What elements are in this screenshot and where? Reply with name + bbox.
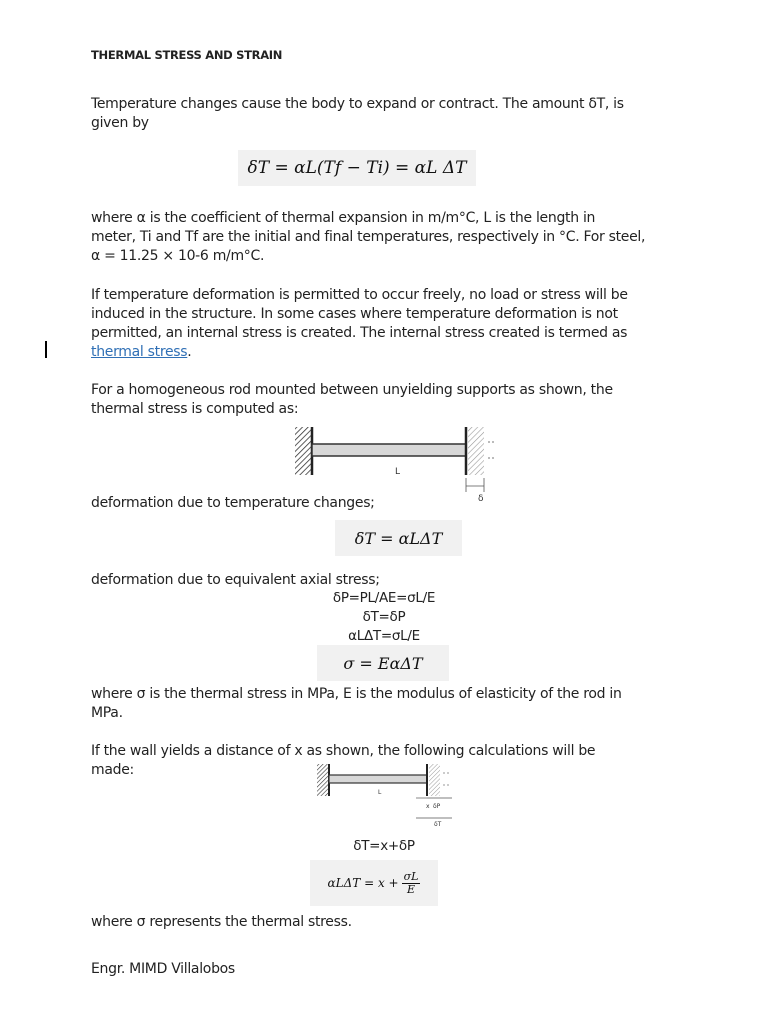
paragraph-line: permitted, an internal stress is created. The internal stress created is termed as — [91, 325, 628, 341]
right-wall-hatch — [429, 764, 440, 796]
paragraph-line: deformation due to temperature changes; — [91, 495, 375, 511]
paragraph-line: If the wall yields a distance of x as shown, the following calculations will be — [91, 743, 596, 759]
equation-delta-t: δT = αLΔT — [335, 520, 462, 556]
equation-delta-p: δP=PL/AE=σL/E — [332, 590, 436, 606]
document-footer — [91, 960, 691, 979]
paragraph-line: where σ is the thermal stress in MPa, E is the modulus of elasticity of the rod in — [91, 686, 622, 702]
paragraph-definitions — [91, 209, 691, 266]
paragraph-line: If temperature deformation is permitted to occur freely, no load or stress will be — [91, 287, 628, 303]
fraction-numerator: σL — [403, 869, 419, 883]
paragraph-line: For a homogeneous rod mounted between unyielding supports as shown, the — [91, 382, 613, 398]
fraction — [402, 871, 421, 896]
paragraph-line: meter, Ti and Tf are the initial and final temperatures, respectively in °C. For steel, — [91, 229, 646, 245]
paragraph-line: deformation due to equivalent axial stress; — [91, 572, 380, 588]
paragraph-line: thermal stress is computed as: — [91, 401, 299, 417]
equation-yield-stress — [310, 860, 438, 906]
left-wall-hatch — [317, 764, 329, 796]
equation-thermal-stress: σ = EαΔT — [317, 645, 449, 681]
paragraph-deformation-stress — [91, 571, 691, 590]
paragraph-line: α = 11.25 × 10-6 m/m°C. — [91, 248, 265, 264]
equation-delta-equality: δT=δP — [362, 609, 406, 625]
length-label: L — [395, 467, 401, 477]
paragraph-deformation-temperature — [91, 494, 691, 513]
rod — [329, 775, 427, 783]
paragraph-line: where σ represents the thermal stress. — [91, 914, 352, 930]
paragraph-homogeneous-rod — [91, 381, 691, 419]
text-cursor — [45, 341, 47, 358]
paragraph-line: given by — [91, 115, 149, 131]
left-wall-hatch — [295, 427, 312, 475]
document-title: THERMAL STRESS AND STRAIN — [91, 48, 283, 62]
length-label: L — [378, 789, 382, 796]
equation-yield-deformation: δT=x+δP — [353, 838, 415, 854]
paragraph-line: MPa. — [91, 705, 123, 721]
thermal-stress-link[interactable]: thermal stress — [91, 344, 188, 360]
paragraph-thermal-stress — [91, 286, 691, 362]
right-wall-hatch — [468, 427, 484, 475]
paragraph-line: made: — [91, 762, 134, 778]
paragraph-line — [91, 343, 691, 362]
paragraph-closing — [91, 913, 691, 932]
delta-label: δ — [478, 494, 484, 504]
equation-left-side: αLΔT = x + — [327, 876, 399, 890]
equation-thermal-deformation: δT = αL(Tf − Ti) = αL ΔT — [238, 150, 476, 186]
x-label: x — [426, 803, 430, 810]
paragraph-stress-definition — [91, 685, 691, 723]
yielding-wall-diagram — [312, 762, 462, 830]
fraction-denominator: E — [407, 882, 416, 896]
paragraph-line: where α is the coefficient of thermal expansion in m/m°C, L is the length in — [91, 210, 596, 226]
equation-alpha-l-delta-t: αLΔT=σL/E — [348, 628, 420, 644]
delta-p-label: δP — [433, 803, 441, 810]
period: . — [187, 344, 192, 360]
delta-t-label: δT — [434, 821, 442, 828]
paragraph-line: Temperature changes cause the body to expand or contract. The amount δT, is — [91, 96, 624, 112]
rod — [312, 444, 466, 456]
paragraph-intro — [91, 95, 691, 133]
author-name: Engr. MIMD Villalobos — [91, 961, 235, 977]
paragraph-line: induced in the structure. In some cases where temperature deformation is not — [91, 306, 618, 322]
rod-between-supports-diagram — [290, 422, 500, 504]
